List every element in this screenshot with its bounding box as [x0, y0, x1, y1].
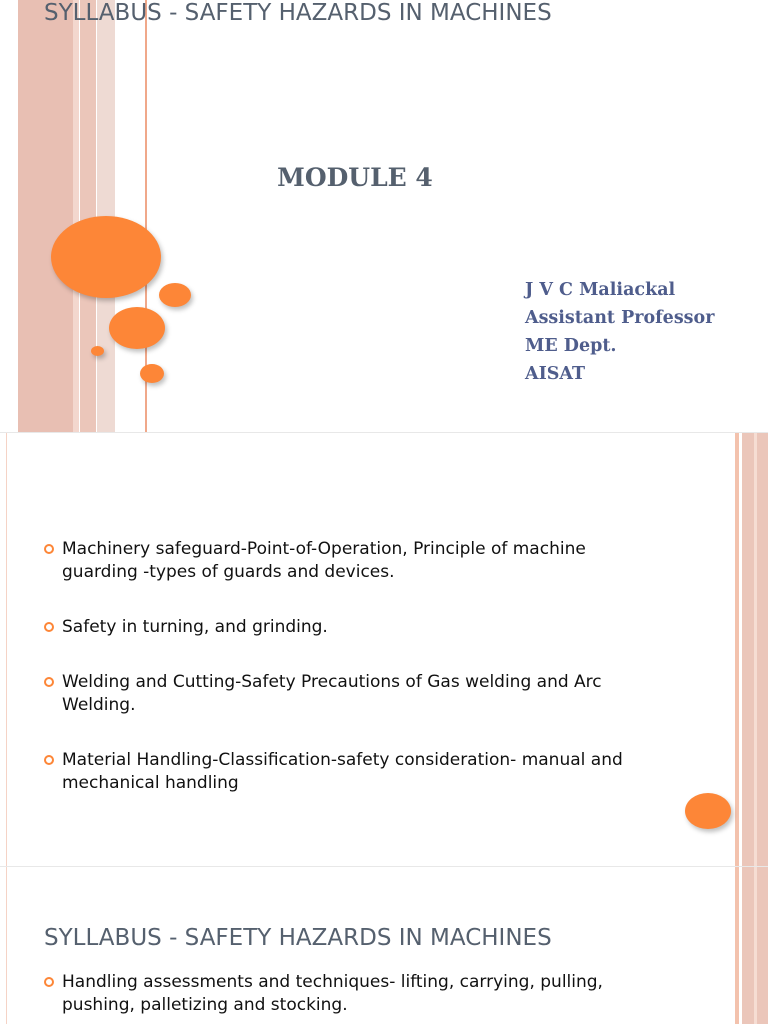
author-institution: AISAT: [525, 364, 586, 384]
slide-1: [0, 0, 768, 432]
slide-title: MODULE 4: [277, 163, 433, 192]
bullet-text: Safety in turning, and grinding.: [62, 617, 328, 637]
bullet-item: [44, 671, 664, 717]
author-position: Assistant Professor: [525, 308, 715, 328]
author-department: ME Dept.: [525, 336, 617, 356]
slide-title: SYLLABUS - SAFETY HAZARDS IN MACHINES: [44, 925, 552, 951]
decor-circle: [140, 364, 164, 383]
decor-stripe: [6, 433, 7, 866]
decor-stripe: [754, 867, 757, 1024]
bullet-text: Welding and Cutting-Safety Precautions of Gas welding and Arc Welding.: [62, 672, 602, 715]
decor-circle: [159, 283, 191, 307]
bullet-text: Material Handling-Classification-safety consideration- manual and mechanical handling: [62, 750, 623, 793]
decor-circle: [91, 346, 104, 356]
decor-stripe: [18, 0, 73, 432]
author-name: J V C Maliackal: [525, 280, 676, 300]
bullet-circle-icon: [44, 622, 54, 632]
bullet-circle-icon: [44, 544, 54, 554]
decor-circle: [685, 793, 731, 829]
bullet-list: [44, 971, 664, 1017]
author-block: [525, 276, 714, 388]
bullet-item: [44, 971, 664, 1017]
bullet-list: [44, 538, 664, 795]
bullet-circle-icon: [44, 755, 54, 765]
decor-circle: [51, 216, 161, 298]
decor-circle: [109, 307, 165, 349]
slide-title: SYLLABUS - SAFETY HAZARDS IN MACHINES: [44, 0, 552, 26]
bullet-circle-icon: [44, 677, 54, 687]
bullet-circle-icon: [44, 977, 54, 987]
bullet-item: [44, 538, 664, 584]
decor-stripe: [6, 867, 7, 1024]
bullet-item: [44, 749, 664, 795]
decor-stripe: [73, 0, 79, 432]
bullet-text: Machinery safeguard-Point-of-Operation, Principle of machine guarding -types of guards and devices.: [62, 539, 586, 582]
decor-stripe: [735, 433, 739, 866]
decor-stripe: [735, 867, 739, 1024]
bullet-text: Handling assessments and techniques- lifting, carrying, pulling, pushing, palletizing and stocking.: [62, 972, 603, 1015]
decor-stripe: [754, 433, 757, 866]
bullet-item: [44, 616, 664, 639]
